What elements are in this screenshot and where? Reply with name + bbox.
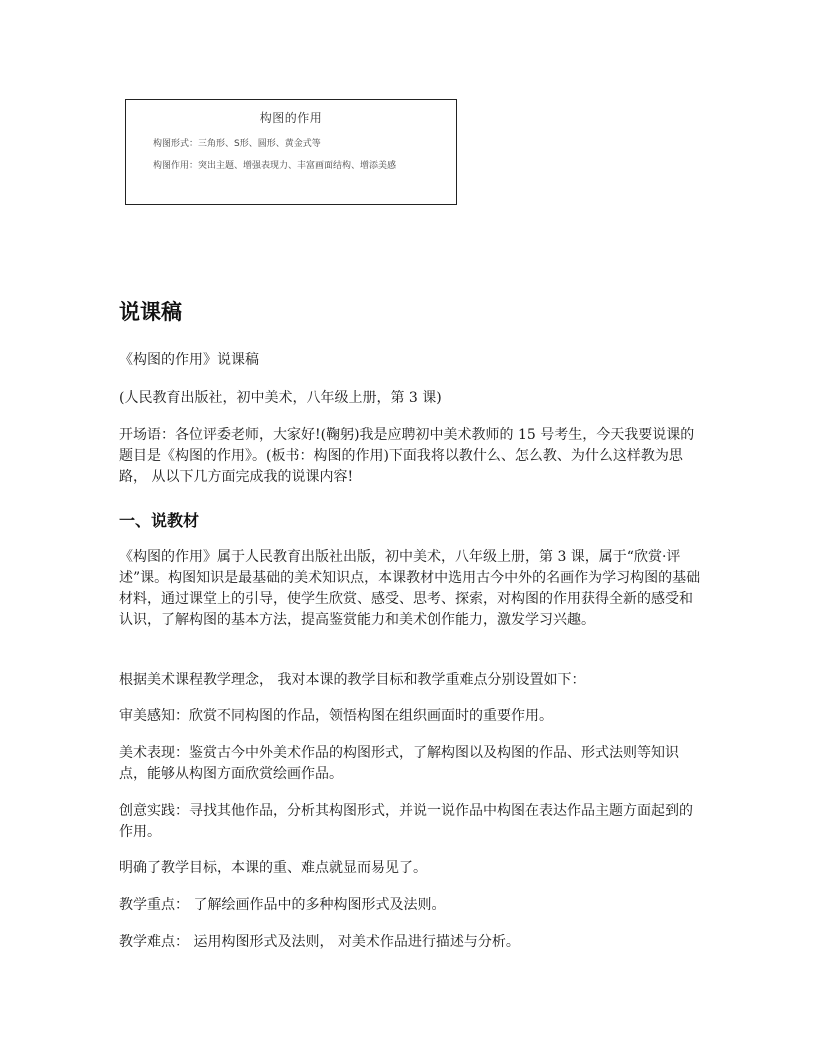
lesson-subtitle: 《构图的作用》说课稿 xyxy=(119,352,259,368)
difficult-point-paragraph: 教学难点： 运用构图形式及法则， 对美术作品进行描述与分析。 xyxy=(119,934,520,950)
goal-expression-paragraph: 美术表现：鉴赏古今中外美术作品的构图形式，了解构图以及构图的作品、形式法则等知识点，能够从构图方面欣赏绘画作品。 xyxy=(119,745,679,782)
textbook-paragraph: 《构图的作用》属于人民教育出版社出版，初中美术，八年级上册，第 3 课，属于“欣赏·评述”课。构图知识是最基础的美术知识点，本课教材中选用古今中外的名画作为学习构图的基础材料，通过课堂上的引导，使学生欣赏、感受、思考、探索，对构图的作用获得全新的感受和认识，了解构图的基本方法，提高鉴赏能力和美术创作能力，激发学习兴趣。 xyxy=(119,549,701,628)
focus-intro-paragraph: 明确了教学目标，本课的重、难点就显而易见了。 xyxy=(119,860,427,876)
key-point-paragraph: 教学重点： 了解绘画作品中的多种构图形式及法则。 xyxy=(119,897,446,913)
opening-paragraph: 开场语：各位评委老师，大家好!(鞠躬)我是应聘初中美术教师的 15 号考生，今天我要说课的题目是《构图的作用》。(板书：构图的作用)下面我将以教什么、怎么教、为什么这样教为思路， 从以下几方面完成我的说课内容! xyxy=(119,427,695,485)
board-line-forms: 构图形式：三角形、S形、圆形、黄金式等 xyxy=(153,139,321,149)
section-heading-textbook: 一、说教材 xyxy=(119,511,200,530)
board-title: 构图的作用 xyxy=(259,111,323,125)
document-title: 说课稿 xyxy=(119,300,182,324)
blackboard-figure xyxy=(125,99,457,205)
publisher-line: (人民教育出版社，初中美术，八年级上册，第 3 课) xyxy=(119,390,442,406)
board-line-functions: 构图作用：突出主题、增强表现力、丰富画面结构、增添美感 xyxy=(153,161,397,171)
goal-aesthetic-paragraph: 审美感知：欣赏不同构图的作品，领悟构图在组织画面时的重要作用。 xyxy=(119,708,553,724)
goals-intro-paragraph: 根据美术课程教学理念， 我对本课的教学目标和教学重难点分别设置如下： xyxy=(119,672,586,688)
goal-creative-paragraph: 创意实践：寻找其他作品，分析其构图形式，并说一说作品中构图在表达作品主题方面起到的作用。 xyxy=(119,803,693,840)
